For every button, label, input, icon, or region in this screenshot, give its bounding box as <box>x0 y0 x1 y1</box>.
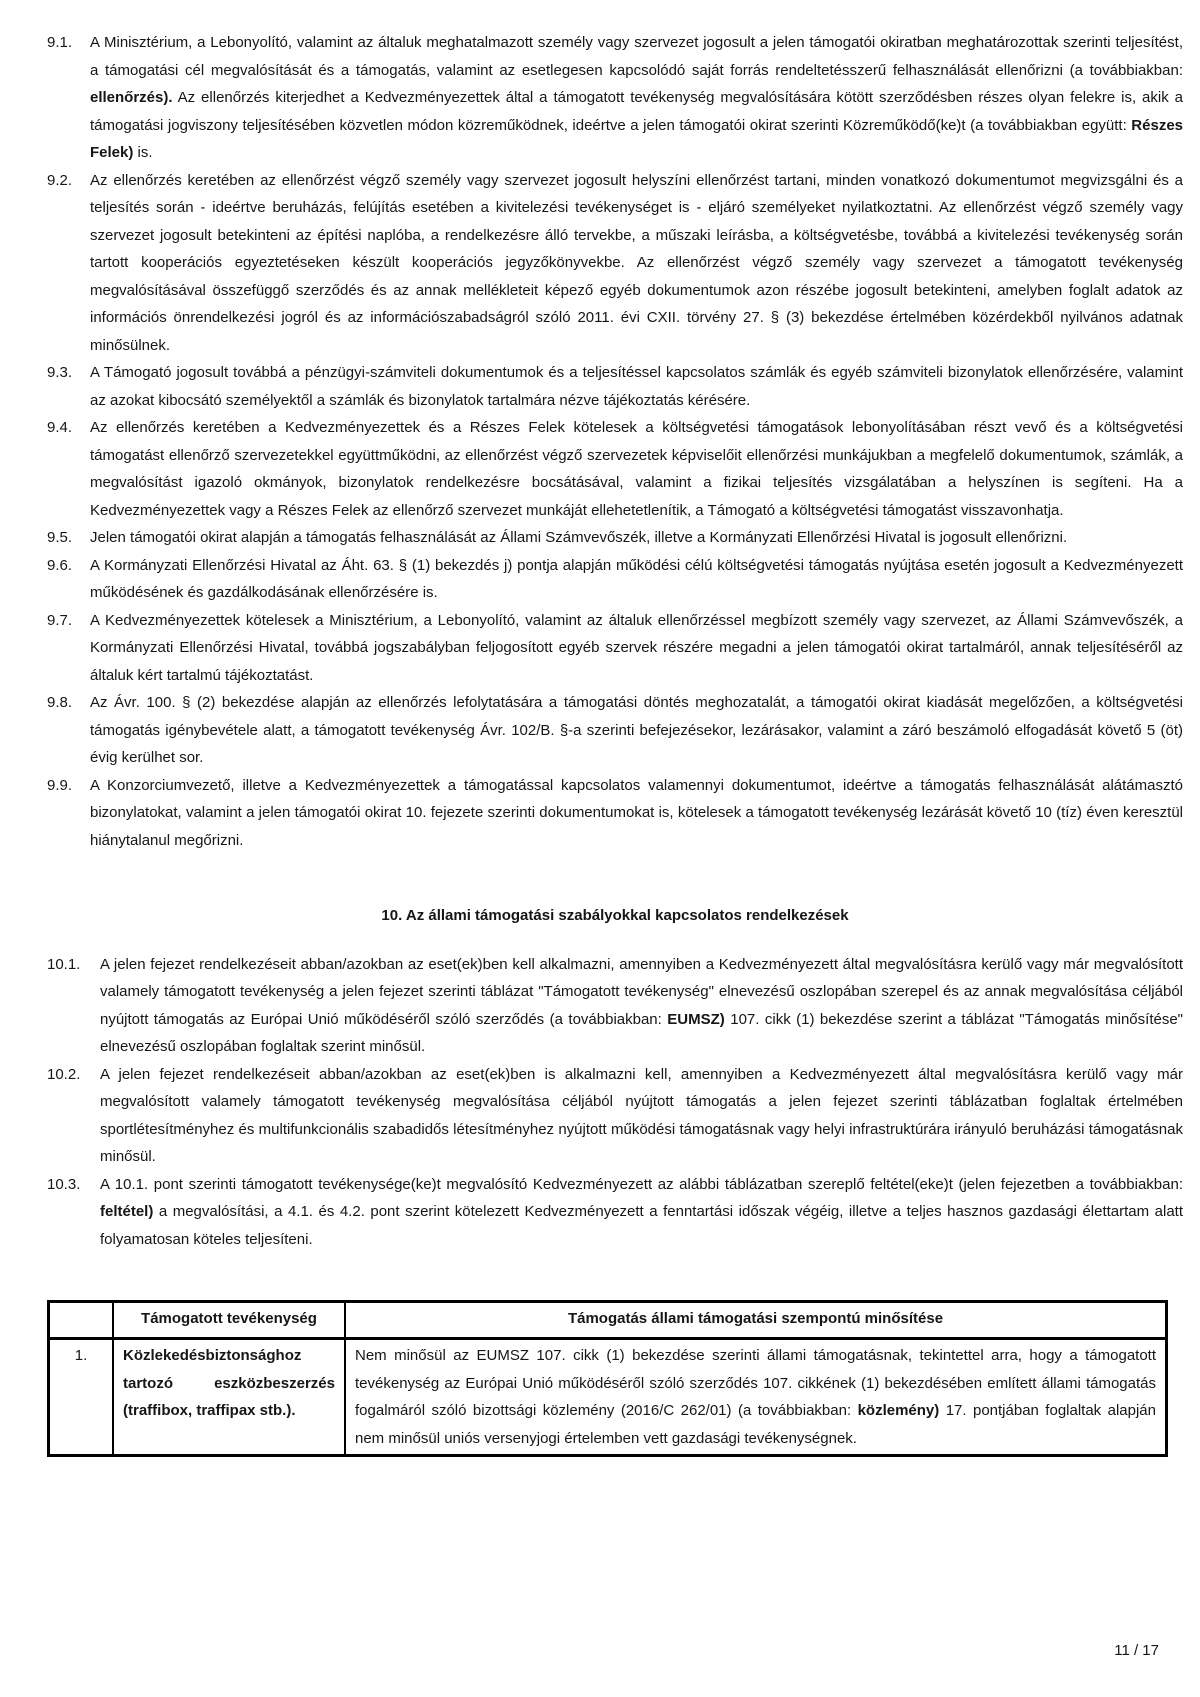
item-number: 9.2. <box>47 171 73 189</box>
list-item-10-1 <box>47 951 1183 1061</box>
item-number: 9.7. <box>47 611 73 629</box>
list-item-10-2 <box>47 1061 1183 1171</box>
item-text <box>90 167 1183 360</box>
item-text <box>90 414 1183 524</box>
section-10-heading: 10. Az állami támogatási szabályokkal kapcsolatos rendelkezések <box>381 907 849 924</box>
section-9 <box>47 29 1183 854</box>
item-text <box>100 951 1183 1061</box>
list-item-9-8 <box>47 689 1183 772</box>
item-text <box>90 29 1183 167</box>
bold-term: EUMSZ) <box>667 1010 725 1028</box>
item-text <box>90 359 1183 414</box>
table-header-number <box>49 1302 114 1339</box>
item-number: 9.5. <box>47 529 73 546</box>
text-segment: Nem minősül az EUMSZ 107. cikk (1) bekezdése szerinti állami támogatásnak, tekintettel arra, hogy a támogatott tevékenység az Európai Unió működéséről szóló szerződés 107. cikkének (1) bekezdésében említett állami támogatás fogalmáról szóló bizottsági közlemény (2016/C 262/01) (a továbbiakban: <box>355 1347 1156 1419</box>
item-text <box>90 689 1183 772</box>
text-segment: A 10.1. pont szerinti támogatott tevékenysége(ke)t megvalósító Kedvezményezett az alábbi táblázatban szereplő feltétel(eke)t (jelen fejezetben a továbbiakban: <box>100 1175 1183 1193</box>
table-row <box>49 1339 1167 1456</box>
document-content <box>47 29 1183 1457</box>
item-text <box>100 1171 1183 1254</box>
item-number: 9.3. <box>47 364 73 381</box>
table-cell-qualification <box>345 1339 1167 1456</box>
item-number: 9.6. <box>47 556 73 574</box>
text-segment: 107. cikk (1) bekezdése szerint a táblázat "Támogatás minősítése" elnevezésű oszlopában foglaltak szerint minősül. <box>100 1010 1183 1055</box>
text-segment: A Konzorciumvezető, illetve a Kedvezményezettek a támogatással kapcsolatos valamennyi dokumentumot, ideértve a támogatás felhasználását alátámasztó bizonylatokat, valamint a jelen támogatói okirat 10. fejezete szerinti dokumentumokat is, kötelesek a támogatott tevékenység lezárását követő 10 (tíz) éven keresztül hiánytalanul megőrizni. <box>90 776 1183 849</box>
item-number: 9.9. <box>47 776 73 794</box>
item-text <box>100 1061 1183 1171</box>
item-text <box>90 524 1183 552</box>
item-number: 10.2. <box>47 1065 81 1083</box>
text-segment: Az ellenőrzés keretében az ellenőrzést végző személy vagy szervezet jogosult helyszíni ellenőrzést tartani, minden vonatkozó dokumentumot megvizsgálni és a teljesítés során - ideértve beruházás, felújítás esetében a kivitelezési tevékenységet is - eljáró személyeket nyilatkoztatni. Az ellenőrzést végző személy vagy szervezet jogosult betekinteni az építési naplóba, a rendelkezésre álló tervekbe, a műszaki leírásba, a költségvetésbe, továbbá a kivitelezési tevékenység során tartott kooperációs egyeztetéseken készült kooperációs jegyzőkönyvekbe. Az ellenőrzést végző személy vagy szervezet a támogatott tevékenység megvalósításával összefüggő szerződés és az annak mellékleteit képező egyéb dokumentumok azon részébe jogosult betekinteni, amelyben foglalt adatok az információs önrendelkezési jogról és az információszabadságról szóló 2011. évi CXII. törvény 27. § (3) bekezdése értelmében közérdekből nyilvános adatnak minősülnek. <box>90 171 1183 354</box>
item-number: 10.3. <box>47 1175 81 1193</box>
bold-term: közlemény) <box>857 1402 940 1419</box>
item-number: 9.1. <box>47 34 73 51</box>
table-header-row <box>49 1302 1167 1339</box>
section-10 <box>47 951 1183 1254</box>
state-aid-table <box>47 1300 1168 1457</box>
list-item-9-7 <box>47 607 1183 690</box>
table-cell-activity: Közlekedésbiztonsághoz tartozó eszközbeszerzés (traffibox, traffipax stb.). <box>113 1339 345 1456</box>
text-segment: A jelen fejezet rendelkezéseit abban/azokban az eset(ek)ben is alkalmazni kell, amennyiben a Kedvezményezett által megvalósításra kerülő vagy már megvalósított valamely támogatott tevékenység megvalósítása céljából nyújtott támogatás a jelen fejezet szerinti táblázatban foglaltak értelmében sportlétesítményhez és multifunkcionális szabadidős létesítményhez nyújtott működési támogatásnak vagy helyi infrastruktúrára irányuló beruházási támogatásnak minősül. <box>100 1065 1183 1165</box>
text-segment: is. <box>133 144 153 161</box>
text-segment: Az ellenőrzés kiterjedhet a Kedvezményezettek által a támogatott tevékenység megvalósítására kötött szerződésben részes olyan felekre is, akik a támogatási jogviszony teljesítésében közvetlen módon közreműködnek, ideértve a jelen támogatói okirat szerinti Közreműködő(ke)t (a továbbiakban együtt: <box>90 89 1183 134</box>
item-number: 9.4. <box>47 419 73 436</box>
text-segment: Jelen támogatói okirat alapján a támogatás felhasználását az Állami Számvevőszék, illetve a Kormányzati Ellenőrzési Hivatal is jogosult ellenőrizni. <box>90 529 1068 546</box>
item-text <box>90 772 1183 855</box>
text-segment: 17. pontjában foglaltak alapján nem minősül uniós versenyjogi értelemben vett gazdasági tevékenységnek. <box>355 1402 1156 1447</box>
bold-term: ellenőrzés). <box>90 89 173 106</box>
list-item-9-9 <box>47 772 1183 855</box>
item-text <box>90 552 1183 607</box>
text-segment: A Minisztérium, a Lebonyolító, valamint az általuk meghatalmazott személy vagy szervezet jogosult a jelen támogatói okiratban meghatározottak szerinti teljesítést, a támogatási cél megvalósítását és a támogatás, valamint az esetlegesen kapcsolódó saját forrás rendeltetésszerű felhasználását ellenőrizni (a továbbiakban: <box>90 34 1183 79</box>
text-segment: A Támogató jogosult továbbá a pénzügyi-számviteli dokumentumok és a teljesítéssel kapcsolatos számlák és egyéb számviteli bizonylatok ellenőrzésére, valamint az azokat kibocsátó személyektől a számlák és bizonylatok tartalmára nézve tájékoztatás kérésére. <box>90 364 1183 409</box>
item-number: 10.1. <box>47 955 81 973</box>
list-item-9-2 <box>47 167 1183 360</box>
list-item-9-5 <box>47 524 1183 552</box>
table-header-qualification: Támogatás állami támogatási szempontú minősítése <box>345 1302 1167 1339</box>
list-item-9-6 <box>47 552 1183 607</box>
text-segment: a megvalósítási, a 4.1. és 4.2. pont szerint kötelezett Kedvezményezett a fenntartási időszak végéig, illetve a teljes hasznos gazdasági élettartam alatt folyamatosan köteles teljesíteni. <box>100 1203 1183 1248</box>
table-header-activity: Támogatott tevékenység <box>113 1302 345 1339</box>
item-text <box>90 607 1183 690</box>
list-item-9-3 <box>47 359 1183 414</box>
table-cell-number: 1. <box>49 1339 114 1456</box>
item-number: 9.8. <box>47 694 73 711</box>
text-segment: A Kedvezményezettek kötelesek a Minisztérium, a Lebonyolító, valamint az általuk ellenőrzéssel megbízott személy vagy szervezet, az Állami Számvevőszék, a Kormányzati Ellenőrzési Hivatal, továbbá jogszabályban feljogosított egyéb szervek részére megadni a jelen támogatói okirat tartalmáról, annak teljesítéséről az általuk kért tartalmú tájékoztatást. <box>90 611 1183 684</box>
list-item-9-4 <box>47 414 1183 524</box>
list-item-10-3 <box>47 1171 1183 1254</box>
page-number: 11 / 17 <box>1114 1642 1159 1659</box>
bold-term: Részes Felek) <box>90 116 1183 161</box>
text-segment: Az ellenőrzés keretében a Kedvezményezettek és a Részes Felek kötelesek a költségvetési támogatások lebonyolításában részt vevő és a költségvetési támogatást ellenőrző szervezetekkel együttműködni, az ellenőrzést végző szervezetek képviselőit ellenőrzési munkájukban a megfelelő dokumentumok, számlák, a megvalósítást igazoló okmányok, bizonylatok rendelkezésre bocsátásával, valamint a fizikai teljesítés vizsgálatában a helyszínen is segíteni. Ha a Kedvezményezettek vagy a Részes Felek az ellenőrző szervezet munkáját ellehetetlenítik, a Támogató a költségvetési támogatást visszavonhatja. <box>90 419 1183 519</box>
list-item-9-1 <box>47 29 1183 167</box>
bold-term: feltétel) <box>100 1203 154 1220</box>
text-segment: A jelen fejezet rendelkezéseit abban/azokban az eset(ek)ben kell alkalmazni, amennyiben a Kedvezményezett által megvalósításra kerülő vagy már megvalósított valamely támogatott tevékenység a jelen fejezet szerinti táblázat "Támogatott tevékenység" elnevezésű oszlopában szerepel és az annak megvalósítása céljából nyújtott támogatás az Európai Unió működéséről szóló szerződés (a továbbiakban: <box>100 955 1183 1028</box>
text-segment: Az Ávr. 100. § (2) bekezdése alapján az ellenőrzés lefolytatására a támogatási döntés meghozatalát, a támogatói okirat kiadását megelőzően, a költségvetési támogatás igénybevétele alatt, a támogatott tevékenység Ávr. 102/B. §-a szerinti befejezésekor, lezárásakor, valamint a záró beszámoló elfogadását követő 5 (öt) évig kerülhet sor. <box>90 694 1183 766</box>
text-segment: A Kormányzati Ellenőrzési Hivatal az Áht. 63. § (1) bekezdés j) pontja alapján működési célú költségvetési támogatás nyújtása esetén jogosult a Kedvezményezett működésének és gazdálkodásának ellenőrzésére is. <box>90 556 1183 601</box>
